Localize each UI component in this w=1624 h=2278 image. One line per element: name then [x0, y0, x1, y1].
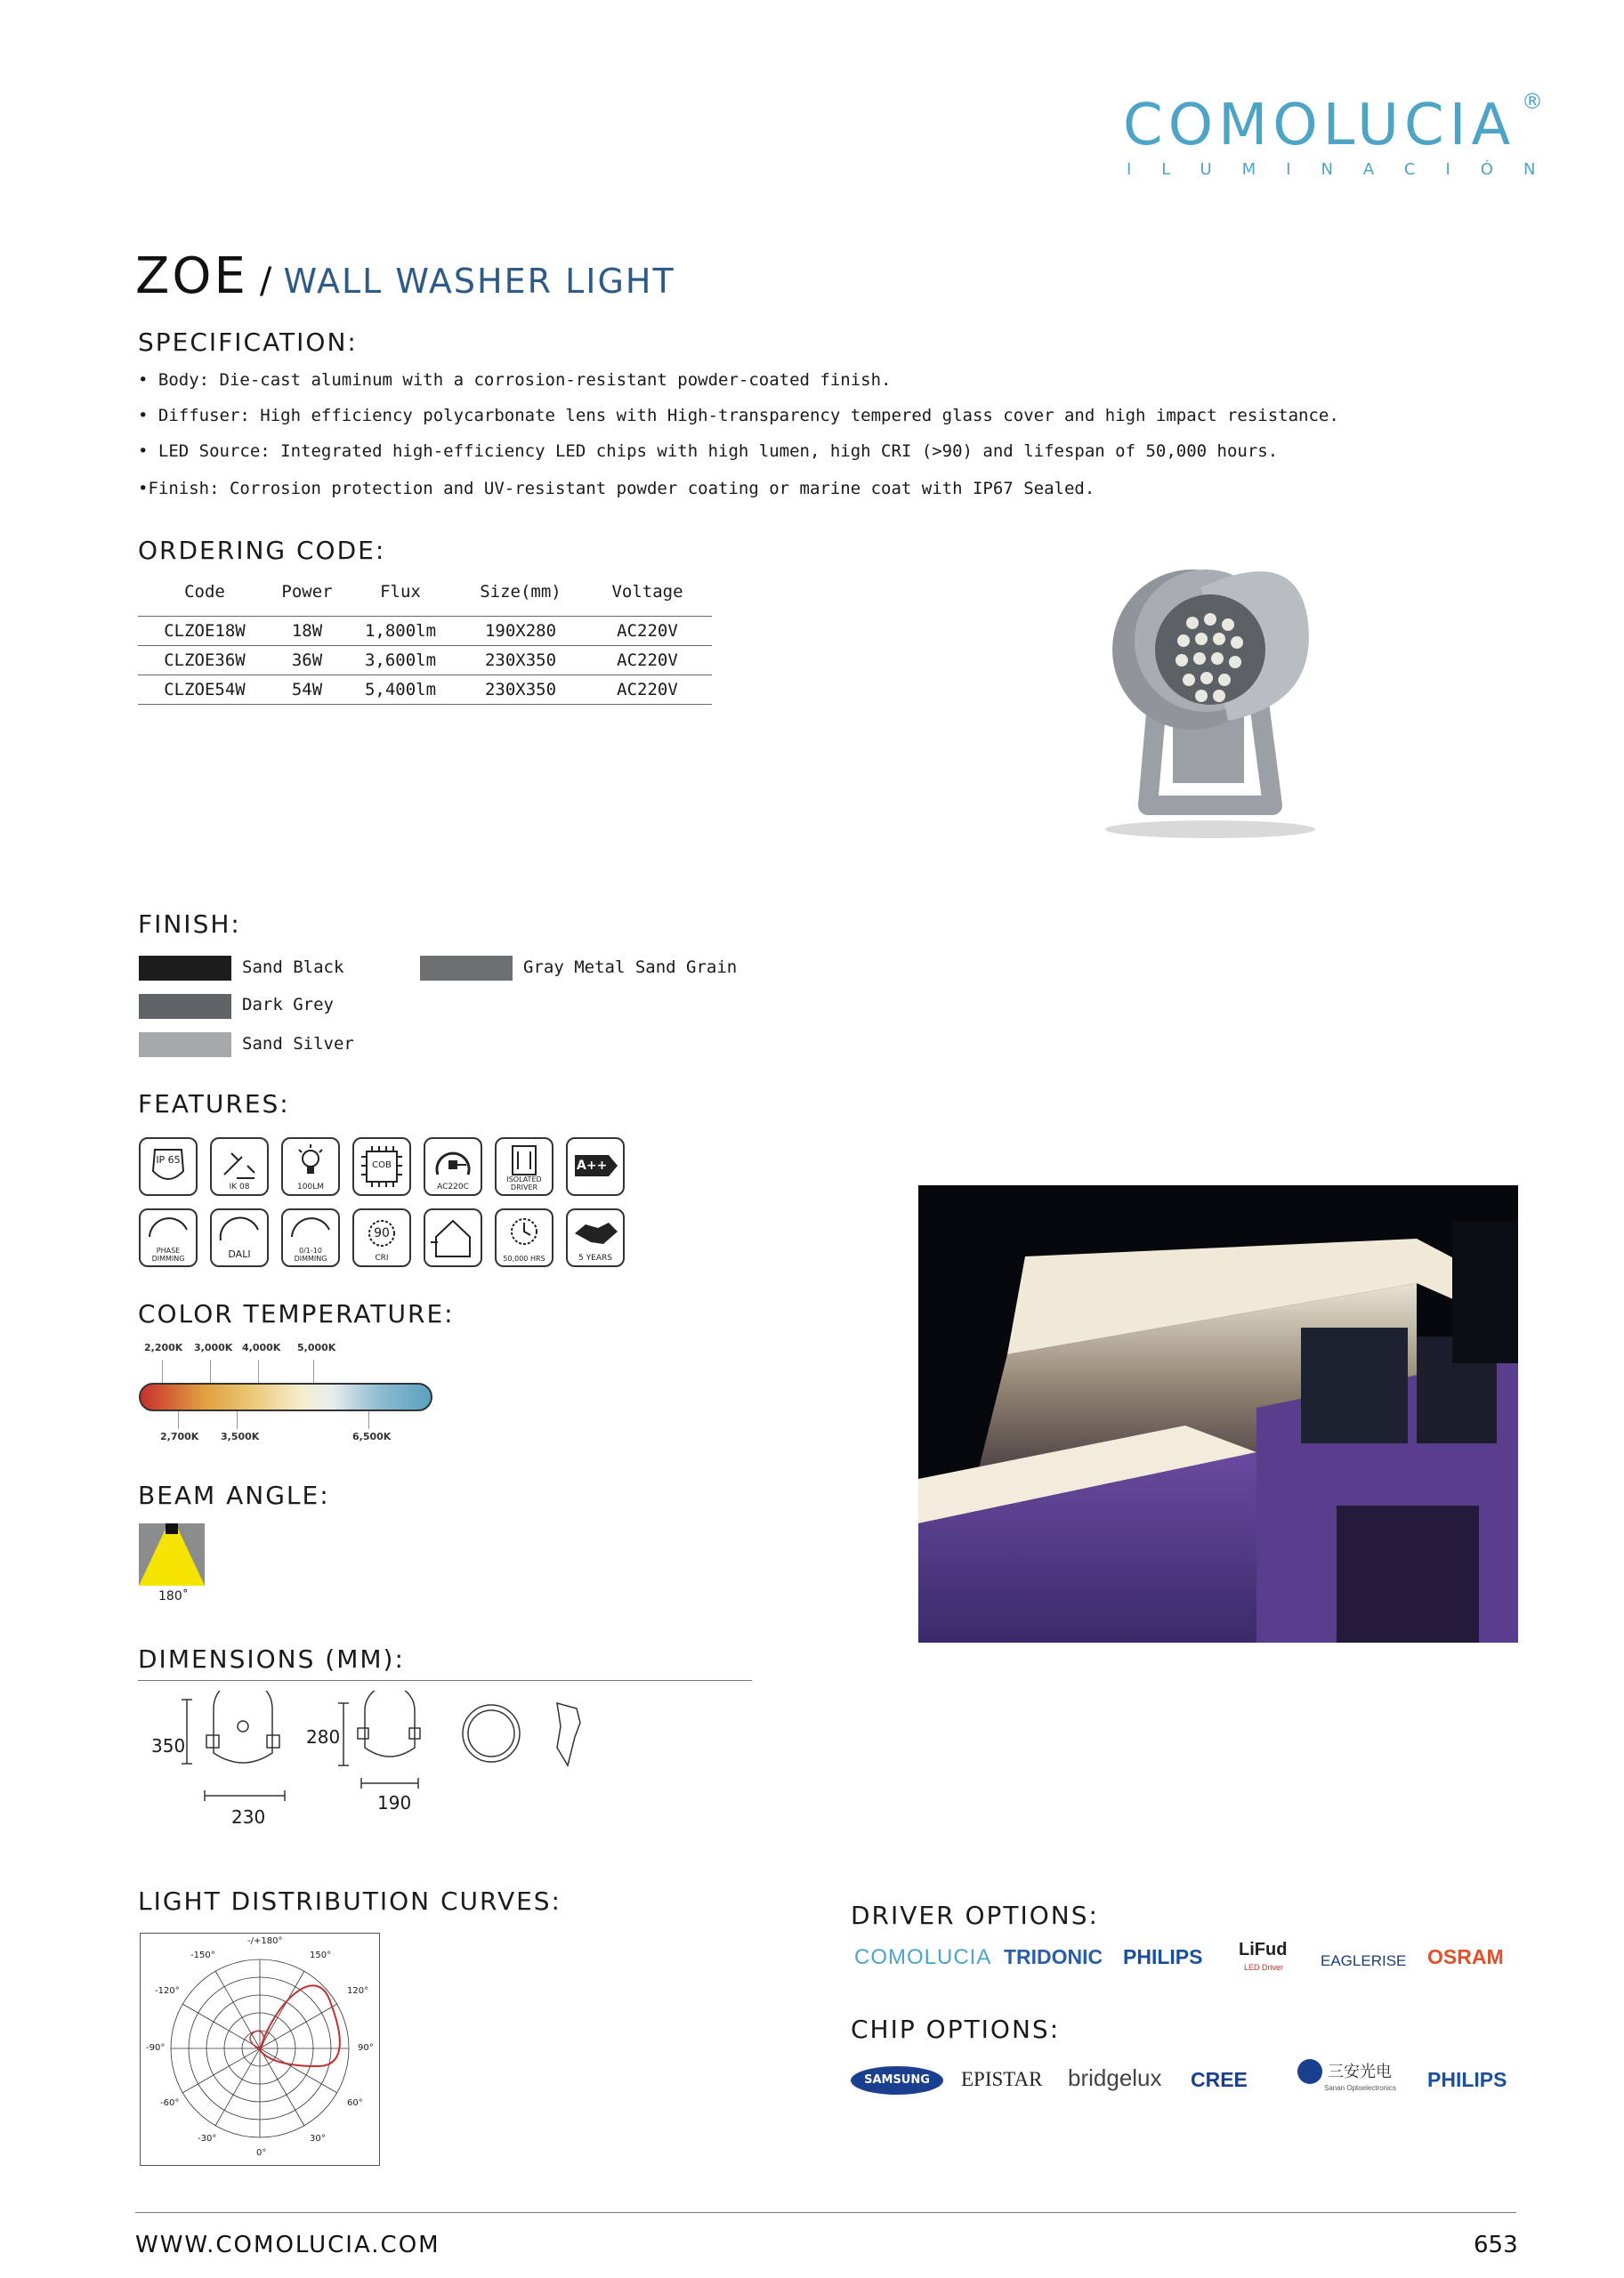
finish-label: Gray Metal Sand Grain [523, 957, 738, 977]
finish-label: Dark Grey [242, 995, 334, 1014]
polar-angle-label: -150° [190, 1951, 215, 1960]
table-cell: 230X350 [458, 646, 583, 675]
house-icon [424, 1208, 482, 1267]
finish-swatch-dark-grey [139, 994, 231, 1019]
driver-logo-tridonic: TRIDONIC [1004, 1945, 1103, 1968]
ip65-shield-icon [139, 1137, 198, 1196]
ik08-impact-icon [210, 1137, 269, 1196]
finish-swatch-sand-silver [139, 1032, 231, 1057]
table-cell: 230X350 [458, 675, 583, 705]
product-category: WALL WASHER LIGHT [283, 262, 675, 301]
color-temperature-heading: COLOR TEMPERATURE: [138, 1299, 455, 1329]
samsung-text: SAMSUNG [864, 2073, 930, 2087]
divider [138, 1680, 752, 1681]
beam-angle-heading: BEAM ANGLE: [138, 1481, 330, 1510]
column-header: Flux [343, 577, 458, 617]
color-temperature-gradient [139, 1383, 432, 1411]
chip-logo-samsung [851, 2066, 943, 2095]
column-header: Size(mm) [458, 577, 583, 617]
dimension-drawings [142, 1691, 605, 1833]
table-cell: 54W [271, 675, 343, 705]
driver-logo-comolucia: COMOLUCIA [854, 1945, 992, 1969]
feature-caption: PHASE DIMMING [151, 1247, 185, 1263]
table-cell: CLZOE54W [138, 675, 271, 705]
table-cell: 190X280 [458, 617, 583, 646]
polar-angle-label: 0° [256, 2148, 267, 2158]
brand-logo [1123, 89, 1566, 182]
handshake-icon [566, 1208, 625, 1267]
ct-tick [210, 1360, 211, 1383]
ct-tick [178, 1411, 179, 1429]
feature-icon-text: 90 [374, 1226, 390, 1240]
chip-logo-sanan-icon [1297, 2059, 1322, 2084]
footer-url[interactable]: WWW.COMOLUCIA.COM [135, 2232, 440, 2258]
chip-options-heading: CHIP OPTIONS: [851, 2015, 1061, 2044]
chip-logo-epistar: EPISTAR [961, 2068, 1043, 2090]
polar-angle-label: -90° [146, 2043, 166, 2053]
feature-icon-text: COB [372, 1160, 392, 1170]
ct-tick [237, 1411, 238, 1429]
feature-caption: CRI [375, 1254, 389, 1263]
ct-tick [258, 1360, 259, 1383]
page-title [135, 247, 675, 305]
feature-caption: 5 YEARS [578, 1254, 612, 1263]
dali-icon [210, 1208, 269, 1267]
dimming-0-10-icon [281, 1208, 340, 1267]
ordering-table [138, 577, 712, 705]
ct-bottom-label: 6,500K [352, 1431, 392, 1442]
product-image [1095, 552, 1326, 845]
spec-item: • Body: Die-cast aluminum with a corrosion-resistant powder-coated finish. [138, 370, 892, 390]
finish-swatch-sand-black [139, 956, 231, 981]
table-cell: 18W [271, 617, 343, 646]
ct-bottom-label: 2,700K [160, 1431, 199, 1442]
table-cell: AC220V [583, 617, 712, 646]
ct-tick [368, 1411, 369, 1429]
installation-photo [918, 1185, 1518, 1643]
dimension-b-height: 280 [306, 1726, 341, 1748]
feature-icon-text: A++ [577, 1159, 608, 1173]
ct-top-label: 2,200K [144, 1342, 183, 1353]
feature-caption: IK 08 [229, 1183, 250, 1192]
feature-caption: DALI [228, 1248, 251, 1260]
table-cell: AC220V [583, 646, 712, 675]
table-row [138, 617, 712, 646]
ct-top-label: 4,000K [242, 1342, 281, 1353]
finish-heading: FINISH: [138, 909, 241, 939]
dimension-a-height: 350 [151, 1735, 186, 1757]
driver-logo-philips: PHILIPS [1123, 1945, 1203, 1968]
title-separator: / [259, 261, 272, 302]
spec-item: • Diffuser: High efficiency polycarbonate lens with High-transparency tempered glass cover and high impact resistance. [138, 406, 1339, 425]
footer-divider [135, 2212, 1516, 2213]
energy-class-icon [566, 1137, 625, 1196]
feature-caption: 100LM [297, 1183, 324, 1192]
spec-item: • LED Source: Integrated high-efficiency LED chips with high lumen, high CRI (>90) and lifespan of 50,000 hours. [138, 441, 1279, 461]
beam-angle-icon [139, 1523, 205, 1586]
driver-logo-osram: OSRAM [1427, 1945, 1504, 1968]
registered-mark: ® [1522, 89, 1543, 114]
polar-angle-label: -30° [198, 2134, 217, 2144]
polar-angle-label: -120° [155, 1986, 180, 1996]
isolated-driver-icon [495, 1137, 553, 1196]
ct-tick [162, 1360, 163, 1383]
page-number: 653 [1474, 2232, 1518, 2258]
ct-tick [313, 1360, 314, 1383]
feature-caption: 50,000 HRS [503, 1255, 545, 1263]
feature-caption: ISOLATED DRIVER [506, 1175, 542, 1192]
light-distribution-heading: LIGHT DISTRIBUTION CURVES: [138, 1886, 562, 1916]
table-cell: 1,800lm [343, 617, 458, 646]
driver-logo-lifud-sub: LED Driver [1244, 1963, 1284, 1972]
feature-icon-text: IP 65 [156, 1154, 181, 1166]
ct-top-label: 3,000K [194, 1342, 233, 1353]
column-header: Voltage [583, 577, 712, 617]
polar-angle-label: -60° [160, 2098, 180, 2108]
cri-90-icon [352, 1208, 411, 1267]
finish-label: Sand Silver [242, 1034, 354, 1054]
polar-angle-label: 120° [347, 1986, 369, 1996]
cob-chip-icon [352, 1137, 411, 1196]
feature-caption: AC220C [437, 1183, 469, 1192]
column-header: Power [271, 577, 343, 617]
logo-subtitle: ILUMINACIÓN [1127, 160, 1566, 179]
table-cell: 3,600lm [343, 646, 458, 675]
chip-logo-sanan-sub: Sanan Optoelectronics [1324, 2084, 1396, 2092]
ac220c-plug-icon [424, 1137, 482, 1196]
finish-swatch-gray-metal-sand-grain [420, 956, 513, 981]
ct-bottom-label: 3,500K [221, 1431, 260, 1442]
driver-logo-eaglerise: EAGLERISE [1321, 1952, 1407, 1969]
logo-wordmark: COMOLUCIA [1123, 93, 1516, 158]
phase-dimming-icon [139, 1208, 198, 1267]
column-header: Code [138, 577, 271, 617]
table-cell: AC220V [583, 675, 712, 705]
polar-angle-label: 150° [310, 1951, 332, 1960]
ct-top-label: 5,000K [297, 1342, 336, 1353]
features-heading: FEATURES: [138, 1089, 290, 1119]
polar-chart [140, 1933, 380, 2166]
chip-logo-cree: CREE [1191, 2068, 1248, 2091]
product-name: ZOE [135, 247, 248, 305]
chip-logo-bridgelux: bridgelux [1068, 2064, 1162, 2091]
ordering-heading: ORDERING CODE: [138, 536, 386, 565]
polar-angle-label: 30° [310, 2134, 326, 2144]
dimension-a-width: 230 [231, 1806, 266, 1828]
dimension-b-width: 190 [377, 1792, 412, 1814]
polar-angle-label: 60° [347, 2098, 363, 2108]
feature-caption: 0/1-10 DIMMING [294, 1247, 327, 1263]
specification-heading: SPECIFICATION: [138, 327, 358, 357]
chip-logo-philips: PHILIPS [1427, 2068, 1507, 2091]
finish-label: Sand Black [242, 957, 344, 977]
driver-options-heading: DRIVER OPTIONS: [851, 1901, 1099, 1930]
polar-angle-label: -/+180° [247, 1936, 283, 1946]
clock-50000-icon [495, 1208, 553, 1267]
polar-angle-label: 90° [358, 2043, 374, 2053]
bulb-icon [281, 1137, 340, 1196]
table-row [138, 646, 712, 675]
table-header-row [138, 577, 712, 617]
table-row [138, 675, 712, 705]
driver-logo-lifud: LiFud [1239, 1940, 1288, 1959]
chip-logo-sanan: 三安光电 [1328, 2063, 1392, 2081]
spec-item: •Finish: Corrosion protection and UV-resistant powder coating or marine coat with IP67 Sealed. [138, 479, 1095, 498]
table-cell: 36W [271, 646, 343, 675]
beam-angle-value: 180˚ [158, 1589, 189, 1603]
table-cell: CLZOE18W [138, 617, 271, 646]
table-cell: 5,400lm [343, 675, 458, 705]
table-cell: CLZOE36W [138, 646, 271, 675]
dimensions-heading: DIMENSIONS (MM): [138, 1644, 405, 1674]
